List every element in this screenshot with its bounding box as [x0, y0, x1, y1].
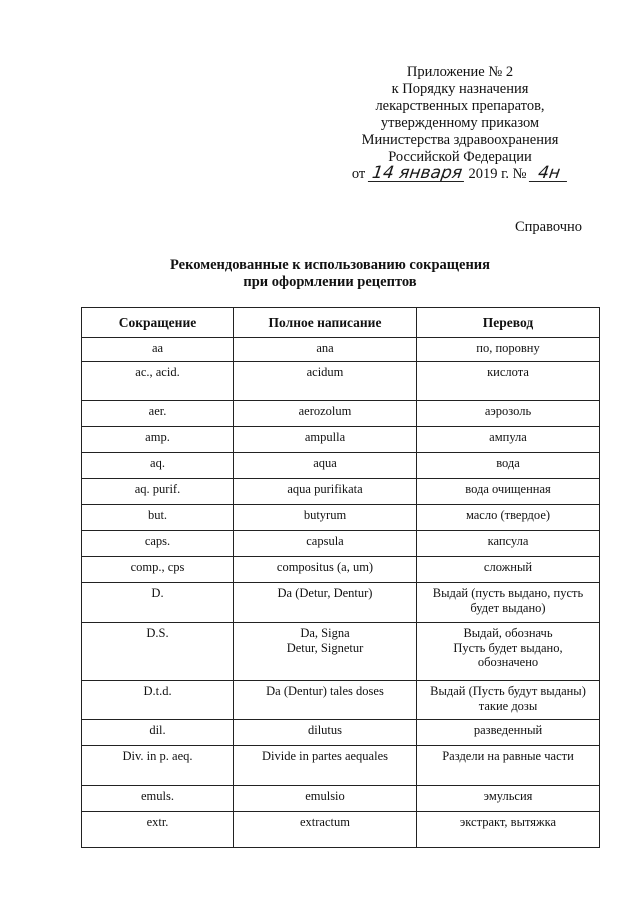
table-row: [82, 746, 600, 786]
abbreviation-cell: D.S.: [82, 623, 234, 681]
full-form-cell: Da (Dentur) tales doses: [234, 681, 417, 720]
table-row: [82, 812, 600, 848]
handwritten-date: 14 января: [368, 166, 466, 182]
appendix-line: лекарственных препаратов,: [375, 98, 545, 114]
abbreviation-cell: Div. in p. aeq.: [82, 746, 234, 786]
full-form-cell: ana: [234, 338, 417, 362]
full-form-cell: Da, Signa Detur, Signetur: [234, 623, 417, 681]
table-row: [82, 720, 600, 746]
table-row: [82, 583, 600, 623]
appendix-line: утвержденному приказом: [380, 115, 540, 131]
abbreviation-cell: extr.: [82, 812, 234, 848]
appendix-header: [340, 64, 580, 183]
table-row: [82, 557, 600, 583]
abbreviation-cell: ac., acid.: [82, 362, 234, 401]
table-header-row: [82, 308, 600, 338]
full-form-cell: extractum: [234, 812, 417, 848]
table-row: [82, 338, 600, 362]
abbreviation-cell: amp.: [82, 427, 234, 453]
table-row: [82, 453, 600, 479]
abbreviations-table: [81, 307, 600, 848]
full-form-cell: aqua purifikata: [234, 479, 417, 505]
column-header-full-form: Полное написание: [234, 308, 417, 338]
translation-cell: ампула: [417, 427, 600, 453]
order-date-line: [340, 163, 580, 183]
abbreviation-cell: dil.: [82, 720, 234, 746]
table-row: [82, 623, 600, 681]
table-row: [82, 401, 600, 427]
translation-cell: кислота: [417, 362, 600, 401]
abbreviation-cell: aq.: [82, 453, 234, 479]
column-header-abbreviation: Сокращение: [82, 308, 234, 338]
reference-label: Справочно: [514, 219, 582, 235]
translation-cell: аэрозоль: [417, 401, 600, 427]
translation-cell: Выдай (Пусть будут выданы) такие дозы: [417, 681, 600, 720]
abbreviation-cell: aer.: [82, 401, 234, 427]
abbreviation-cell: caps.: [82, 531, 234, 557]
translation-cell: эмульсия: [417, 786, 600, 812]
translation-cell: разведенный: [417, 720, 600, 746]
table-row: [82, 479, 600, 505]
appendix-line: Приложение № 2: [406, 64, 514, 80]
title-line: при оформлении рецептов: [243, 274, 417, 290]
translation-cell: по, поровну: [417, 338, 600, 362]
document-title: [130, 257, 530, 291]
title-line: Рекомендованные к использованию сокращения: [170, 257, 490, 273]
table-row: [82, 362, 600, 401]
abbreviation-cell: D.: [82, 583, 234, 623]
full-form-cell: Da (Detur, Dentur): [234, 583, 417, 623]
table-row: [82, 786, 600, 812]
full-form-cell: aerozolum: [234, 401, 417, 427]
date-prefix: от: [351, 166, 366, 182]
column-header-translation: Перевод: [417, 308, 600, 338]
translation-cell: Выдай (пусть выдано, пусть будет выдано): [417, 583, 600, 623]
appendix-line: Российской Федерации: [388, 149, 532, 165]
full-form-cell: dilutus: [234, 720, 417, 746]
abbreviation-cell: but.: [82, 505, 234, 531]
translation-cell: Раздели на равные части: [417, 746, 600, 786]
full-form-cell: ampulla: [234, 427, 417, 453]
full-form-cell: aqua: [234, 453, 417, 479]
abbreviation-cell: D.t.d.: [82, 681, 234, 720]
table-row: [82, 505, 600, 531]
table-row: [82, 531, 600, 557]
translation-cell: капсула: [417, 531, 600, 557]
full-form-cell: butyrum: [234, 505, 417, 531]
full-form-cell: acidum: [234, 362, 417, 401]
abbreviation-cell: aa: [82, 338, 234, 362]
year-number-label: 2019 г. №: [468, 166, 527, 182]
translation-cell: сложный: [417, 557, 600, 583]
abbreviation-cell: aq. purif.: [82, 479, 234, 505]
abbreviation-cell: emuls.: [82, 786, 234, 812]
translation-cell: экстракт, вытяжка: [417, 812, 600, 848]
full-form-cell: Divide in partes aequales: [234, 746, 417, 786]
translation-cell: масло (твердое): [417, 505, 600, 531]
abbreviation-cell: comp., cps: [82, 557, 234, 583]
translation-cell: Выдай, обозначь Пусть будет выдано, обозначено: [417, 623, 600, 681]
table-row: [82, 681, 600, 720]
full-form-cell: compositus (a, um): [234, 557, 417, 583]
translation-cell: вода очищенная: [417, 479, 600, 505]
appendix-line: Министерства здравоохранения: [361, 132, 559, 148]
full-form-cell: emulsio: [234, 786, 417, 812]
table-row: [82, 427, 600, 453]
full-form-cell: capsula: [234, 531, 417, 557]
appendix-line: к Порядку назначения: [391, 81, 529, 97]
handwritten-order-number: 4н: [529, 166, 569, 182]
translation-cell: вода: [417, 453, 600, 479]
